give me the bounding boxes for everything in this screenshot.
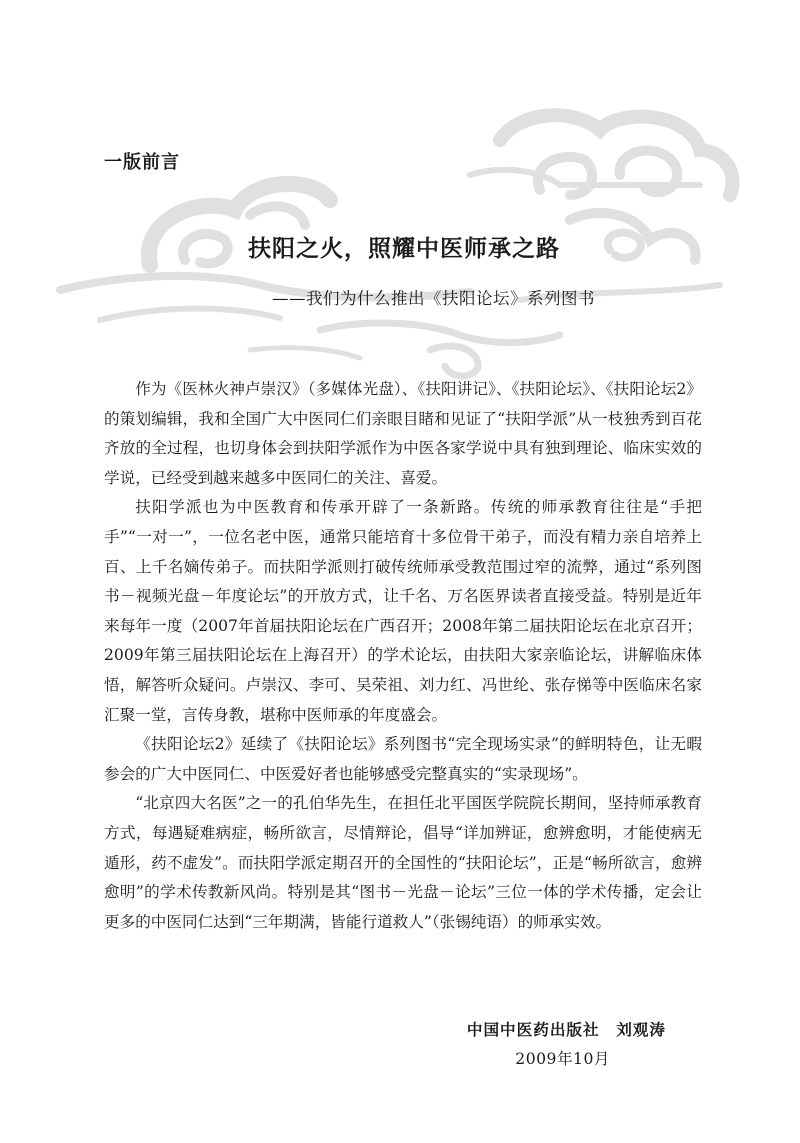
page-title: 扶阳之火，照耀中医师承之路 (248, 236, 560, 262)
paragraph: 《扶阳论坛2》延续了《扶阳论坛》系列图书“完全现场实录”的鲜明特色，让无暇参会的广大中医同仁、中医爱好者也能够感受完整真实的“实录现场”。 (104, 735, 702, 783)
signature-date: 2009年10月 (515, 1050, 610, 1068)
paragraph: 作为《医林火神卢崇汉》（多媒体光盘）、《扶阳讲记》、《扶阳论坛》、《扶阳论坛2》的策划编辑，我和全国广大中医同仁们亲眼目睹和见证了“扶阳学派”从一枝独秀到百花齐放的全过程，也切身体会到扶阳学派作为中医各家学说中具有独到理论、临床实效的学说，已经受到越来越多中医同仁的关注、喜爱。 (104, 380, 702, 487)
page-subtitle: ——我们为什么推出《扶阳论坛》系列图书 (272, 289, 595, 308)
paragraph: 扶阳学派也为中医教育和传承开辟了一条新路。传统的师承教育往往是“手把手”“一对一”，一位名老中医，通常只能培育十多位骨干弟子，而没有精力亲自培养上百、上千名嫡传弟子。而扶阳学派则打破传统师承受教范围过窄的流弊，通过“系列图书－视频光盘－年度论坛”的开放方式，让千名、万名医界读者直接受益。特别是近年来每年一度（2007年首届扶阳论坛在广西召开；2008年第二届扶阳论坛在北京召开；2009年第三届扶阳论坛在上海召开）的学术论坛，由扶阳大家亲临论坛，讲解临床体悟，解答听众疑问。卢崇汉、李可、吴荣祖、刘力红、冯世纶、张存悌等中医临床名家汇聚一堂，言传身教，堪称中医师承的年度盛会。 (104, 498, 702, 724)
cloud-ornament-lower (250, 323, 560, 376)
cloud-ornament-upper-right (470, 115, 733, 195)
section-label: 一版前言 (104, 152, 180, 173)
preface-body (104, 375, 702, 937)
paragraph: “北京四大名医”之一的孔伯华先生，在担任北平国医学院院长期间，坚持师承教育方式，每遇疑难病症，畅所欲言，尽情辩论，倡导“详加辨证，愈辨愈明，才能使病无遁形，药不虚发”。而扶阳学派定期召开的全国性的“扶阳论坛”，正是“畅所欲言，愈辨愈明”的学术传教新风尚。特别是其“图书－光盘－论坛”三位一体的学术传播，定会让更多的中医同仁达到“三年期满，皆能行道救人”（张锡纯语）的师承实效。 (104, 794, 702, 931)
author-signature: 中国中医药出版社 刘观涛 (466, 1020, 666, 1039)
